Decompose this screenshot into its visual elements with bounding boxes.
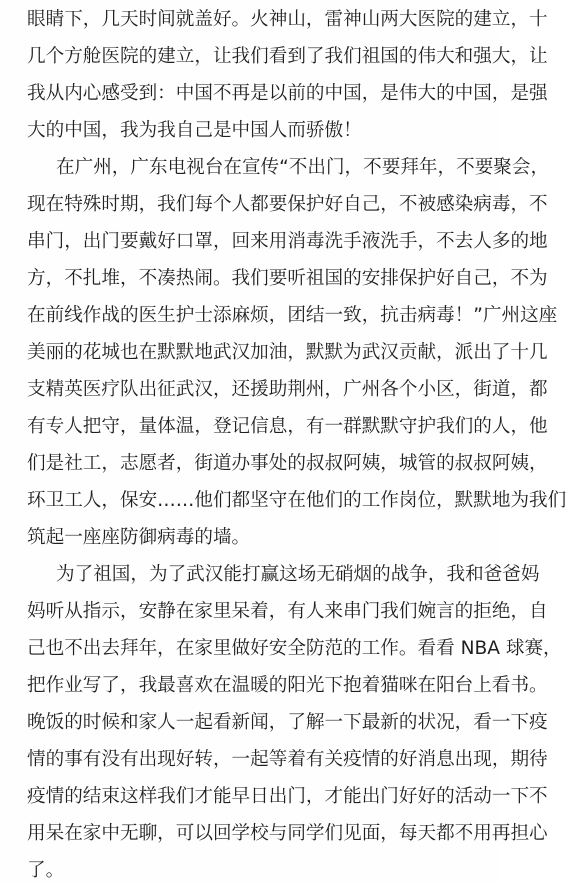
text-line: 把作业写了，我最喜欢在温暖的阳光下抱着猫咪在阳台上看书。 [27,675,548,696]
text-line: 美丽的花城也在默默地武汉加油，默默为武汉贡献，派出了十几 [27,342,548,363]
text-line: 妈听从指示，安静在家里呆着，有人来串门我们婉言的拒绝，自 [27,601,548,622]
text-line: 环卫工人，保安……他们都坚守在他们的工作岗位，默默地为我们 [27,490,566,511]
text-line: 现在特殊时期，我们每个人都要保护好自己，不被感染病毒，不 [27,194,548,215]
text-line: 在前线作战的医生护士添麻烦，团结一致，抗击病毒！”广州这座 [27,305,558,326]
text-line: 串门，出门要戴好口罩，回来用消毒洗手液洗手，不去人多的地 [27,231,548,252]
text-line: 几个方舱医院的建立，让我们看到了我们祖国的伟大和强大，让 [27,46,548,67]
text-line: 眼睛下，几天时间就盖好。火神山，雷神山两大医院的建立，十 [27,9,548,30]
text-line: 晚饭的时候和家人一起看新闻，了解一下最新的状况，看一下疫 [27,712,548,733]
text-line: 了。 [27,860,65,881]
text-line: 用呆在家中无聊，可以回学校与同学们见面，每天都不用再担心 [27,823,548,844]
text-line: 支精英医疗队出征武汉，还援助荆州，广州各个小区，街道，都 [27,379,548,400]
text-line: 己也不出去拜年，在家里做好安全防范的工作。看看 NBA 球赛， [27,638,562,659]
text-line: 我从内心感受到：中国不再是以前的中国，是伟大的中国，是强 [27,83,548,104]
paragraph-first-line: 在广州，广东电视台在宣传“不出门，不要拜年，不要聚会， [56,157,550,178]
text-line: 筑起一座座防御病毒的墙。 [27,527,251,548]
text-line: 有专人把守，量体温，登记信息，有一群默默守护我们的人，他 [27,416,548,437]
paragraph-first-line: 为了祖国，为了武汉能打赢这场无硝烟的战争，我和爸爸妈 [56,564,540,585]
text-line: 大的中国，我为我自己是中国人而骄傲！ [27,120,362,141]
text-line: 情的事有没有出现好转，一起等着有关疫情的好消息出现，期待 [27,749,548,770]
text-line: 们是社工，志愿者，街道办事处的叔叔阿姨，城管的叔叔阿姨， [27,453,548,474]
text-line: 疫情的结束这样我们才能早日出门，才能出门好好的活动一下不 [27,786,548,807]
text-line: 方，不扎堆，不凑热闹。我们要听祖国的安排保护好自己，不为 [27,268,548,289]
